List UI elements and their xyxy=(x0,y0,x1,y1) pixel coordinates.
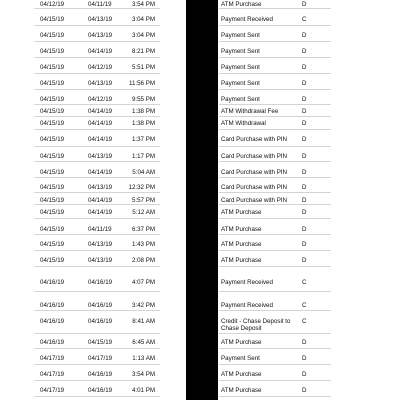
row-divider xyxy=(34,250,160,251)
post-date-cell: 04/15/19 xyxy=(40,184,65,191)
post-date-cell: 04/15/19 xyxy=(40,136,65,143)
row-divider xyxy=(34,41,160,42)
trans-date-cell: 04/12/19 xyxy=(88,96,113,103)
trans-date-cell: 04/14/19 xyxy=(88,197,113,204)
post-date-cell: 04/15/19 xyxy=(40,108,65,115)
post-date-cell: 04/15/19 xyxy=(40,153,65,160)
row-divider xyxy=(219,25,331,26)
post-date-cell: 04/16/19 xyxy=(40,339,65,346)
time-cell: 12:32 PM xyxy=(128,184,155,191)
time-cell: 4:01 PM xyxy=(131,387,155,394)
post-date-cell: 04/15/19 xyxy=(40,120,65,127)
time-cell: 11:56 PM xyxy=(128,80,155,87)
trans-date-cell: 04/13/19 xyxy=(88,80,113,87)
post-date-cell: 04/15/19 xyxy=(40,32,65,39)
type-cell: D xyxy=(302,241,307,248)
row-divider xyxy=(34,291,160,292)
type-cell: C xyxy=(302,279,307,286)
trans-date-cell: 04/11/19 xyxy=(88,226,112,233)
type-cell: D xyxy=(302,48,307,55)
time-cell: 1:38 PM xyxy=(131,120,155,127)
time-cell: 1:37 PM xyxy=(131,136,155,143)
time-cell: 6:45 AM xyxy=(132,339,155,346)
row-divider xyxy=(219,310,331,311)
time-cell: 1:13 AM xyxy=(132,355,155,362)
type-cell: C xyxy=(302,16,307,23)
post-date-cell: 04/15/19 xyxy=(40,226,65,233)
type-cell: D xyxy=(302,197,307,204)
description-cell: ATM Withdrawal xyxy=(221,120,266,127)
row-divider xyxy=(219,192,331,193)
type-cell: D xyxy=(302,184,307,191)
post-date-cell: 04/16/19 xyxy=(40,302,65,309)
row-divider xyxy=(34,25,160,26)
row-divider xyxy=(219,333,331,334)
description-cell: Payment Received xyxy=(221,279,273,286)
time-cell: 8:41 AM xyxy=(132,318,155,325)
description-cell: ATM Purchase xyxy=(221,387,262,394)
row-divider xyxy=(34,104,160,105)
type-cell: D xyxy=(302,339,307,346)
type-cell: D xyxy=(302,108,307,115)
trans-date-cell: 04/14/19 xyxy=(88,169,113,176)
trans-date-cell: 04/13/19 xyxy=(88,32,113,39)
description-cell: Payment Sent xyxy=(221,355,260,362)
description-cell: ATM Purchase xyxy=(221,1,262,8)
row-divider xyxy=(34,348,160,349)
row-divider xyxy=(34,89,160,90)
type-cell: D xyxy=(302,96,307,103)
description-cell: ATM Purchase xyxy=(221,257,262,264)
row-divider xyxy=(34,161,160,162)
type-cell: D xyxy=(302,226,307,233)
row-divider xyxy=(219,266,331,267)
row-divider xyxy=(34,116,160,117)
type-cell: D xyxy=(302,169,307,176)
time-cell: 4:07 PM xyxy=(131,279,155,286)
post-date-cell: 04/16/19 xyxy=(40,279,65,286)
description-cell: ATM Purchase xyxy=(221,339,262,346)
post-date-cell: 04/17/19 xyxy=(40,387,65,394)
type-cell: D xyxy=(302,64,307,71)
description-cell: Payment Received xyxy=(221,16,273,23)
description-cell: Credit - Chase Deposit to xyxy=(221,318,291,325)
post-date-cell: 04/15/19 xyxy=(40,169,65,176)
description-cell: ATM Purchase xyxy=(221,209,262,216)
row-divider xyxy=(219,348,331,349)
row-divider xyxy=(34,234,160,235)
description-cell: Payment Sent xyxy=(221,96,260,103)
description-cell: Card Purchase with PIN xyxy=(221,197,288,204)
description-cell: Payment Sent xyxy=(221,64,260,71)
trans-date-cell: 04/16/19 xyxy=(88,371,113,378)
trans-date-cell: 04/14/19 xyxy=(88,136,113,143)
description-cell: Card Purchase with PIN xyxy=(221,153,288,160)
post-date-cell: 04/17/19 xyxy=(40,371,65,378)
row-divider xyxy=(34,218,160,219)
description-cell: Payment Sent xyxy=(221,32,260,39)
row-divider xyxy=(34,364,160,365)
description-cell: Payment Received xyxy=(221,302,273,309)
row-divider xyxy=(219,146,331,147)
row-divider xyxy=(219,364,331,365)
description-cell: ATM Purchase xyxy=(221,226,262,233)
post-date-cell: 04/15/19 xyxy=(40,96,65,103)
row-divider xyxy=(219,89,331,90)
row-divider xyxy=(34,396,160,397)
time-cell: 9:55 PM xyxy=(131,96,155,103)
row-divider xyxy=(219,116,331,117)
post-date-cell: 04/16/19 xyxy=(40,318,65,325)
row-divider xyxy=(219,250,331,251)
description-cell: ATM Purchase xyxy=(221,371,262,378)
row-divider xyxy=(34,8,160,9)
time-cell: 3:54 PM xyxy=(131,1,155,8)
row-divider xyxy=(219,291,331,292)
post-date-cell: 04/12/19 xyxy=(40,1,65,8)
trans-date-cell: 04/14/19 xyxy=(88,108,113,115)
row-divider xyxy=(34,129,160,130)
time-cell: 3:42 PM xyxy=(131,302,155,309)
row-divider xyxy=(219,204,331,205)
trans-date-cell: 04/12/19 xyxy=(88,64,113,71)
row-divider xyxy=(34,73,160,74)
description-cell: ATM Purchase xyxy=(221,241,262,248)
type-cell: C xyxy=(302,318,307,325)
row-divider xyxy=(219,177,331,178)
description-cell-line2: Chase Deposit xyxy=(221,325,262,332)
description-cell: Card Purchase with PIN xyxy=(221,169,288,176)
trans-date-cell: 04/14/19 xyxy=(88,48,113,55)
type-cell: D xyxy=(302,136,307,143)
time-cell: 1:43 PM xyxy=(131,241,155,248)
trans-date-cell: 04/16/19 xyxy=(88,302,113,309)
type-cell: D xyxy=(302,355,307,362)
time-cell: 3:04 PM xyxy=(131,32,155,39)
trans-date-cell: 04/13/19 xyxy=(88,184,113,191)
time-cell: 5:12 AM xyxy=(132,209,155,216)
type-cell: D xyxy=(302,1,307,8)
row-divider xyxy=(219,396,331,397)
type-cell: D xyxy=(302,80,307,87)
description-cell: Payment Sent xyxy=(221,48,260,55)
post-date-cell: 04/15/19 xyxy=(40,80,65,87)
trans-date-cell: 04/13/19 xyxy=(88,257,113,264)
row-divider xyxy=(34,146,160,147)
time-cell: 2:08 PM xyxy=(131,257,155,264)
row-divider xyxy=(219,161,331,162)
description-cell: Payment Sent xyxy=(221,80,260,87)
time-cell: 5:04 AM xyxy=(132,169,155,176)
post-date-cell: 04/15/19 xyxy=(40,64,65,71)
type-cell: C xyxy=(302,302,307,309)
trans-date-cell: 04/16/19 xyxy=(88,387,113,394)
type-cell: D xyxy=(302,153,307,160)
trans-date-cell: 04/11/19 xyxy=(88,1,112,8)
time-cell: 3:54 PM xyxy=(131,371,155,378)
time-cell: 1:38 PM xyxy=(131,108,155,115)
post-date-cell: 04/15/19 xyxy=(40,16,65,23)
time-cell: 8:21 PM xyxy=(131,48,155,55)
row-divider xyxy=(219,380,331,381)
trans-date-cell: 04/15/19 xyxy=(88,339,113,346)
type-cell: D xyxy=(302,371,307,378)
row-divider xyxy=(219,41,331,42)
type-cell: D xyxy=(302,32,307,39)
type-cell: D xyxy=(302,387,307,394)
row-divider xyxy=(219,129,331,130)
trans-date-cell: 04/16/19 xyxy=(88,279,113,286)
row-divider xyxy=(34,310,160,311)
post-date-cell: 04/15/19 xyxy=(40,241,65,248)
row-divider xyxy=(219,104,331,105)
description-cell: ATM Withdrawal Fee xyxy=(221,108,279,115)
row-divider xyxy=(219,218,331,219)
trans-date-cell: 04/13/19 xyxy=(88,241,113,248)
row-divider xyxy=(34,380,160,381)
trans-date-cell: 04/14/19 xyxy=(88,120,113,127)
trans-date-cell: 04/17/19 xyxy=(88,355,113,362)
time-cell: 1:17 PM xyxy=(131,153,155,160)
post-date-cell: 04/15/19 xyxy=(40,209,65,216)
post-date-cell: 04/15/19 xyxy=(40,197,65,204)
description-cell: Card Purchase with PIN xyxy=(221,136,288,143)
trans-date-cell: 04/13/19 xyxy=(88,16,113,23)
row-divider xyxy=(34,192,160,193)
redaction-bar xyxy=(186,0,218,400)
type-cell: D xyxy=(302,120,307,127)
post-date-cell: 04/17/19 xyxy=(40,355,65,362)
post-date-cell: 04/15/19 xyxy=(40,48,65,55)
time-cell: 6:37 PM xyxy=(131,226,155,233)
row-divider xyxy=(34,57,160,58)
row-divider xyxy=(219,8,331,9)
row-divider xyxy=(219,234,331,235)
row-divider xyxy=(34,333,160,334)
trans-date-cell: 04/16/19 xyxy=(88,318,113,325)
row-divider xyxy=(34,204,160,205)
row-divider xyxy=(219,73,331,74)
row-divider xyxy=(34,177,160,178)
row-divider xyxy=(34,266,160,267)
post-date-cell: 04/15/19 xyxy=(40,257,65,264)
time-cell: 3:04 PM xyxy=(131,16,155,23)
time-cell: 5:51 PM xyxy=(131,64,155,71)
trans-date-cell: 04/14/19 xyxy=(88,209,113,216)
type-cell: D xyxy=(302,209,307,216)
trans-date-cell: 04/13/19 xyxy=(88,153,113,160)
row-divider xyxy=(219,57,331,58)
time-cell: 5:57 PM xyxy=(131,197,155,204)
type-cell: D xyxy=(302,257,307,264)
description-cell: Card Purchase with PIN xyxy=(221,184,288,191)
